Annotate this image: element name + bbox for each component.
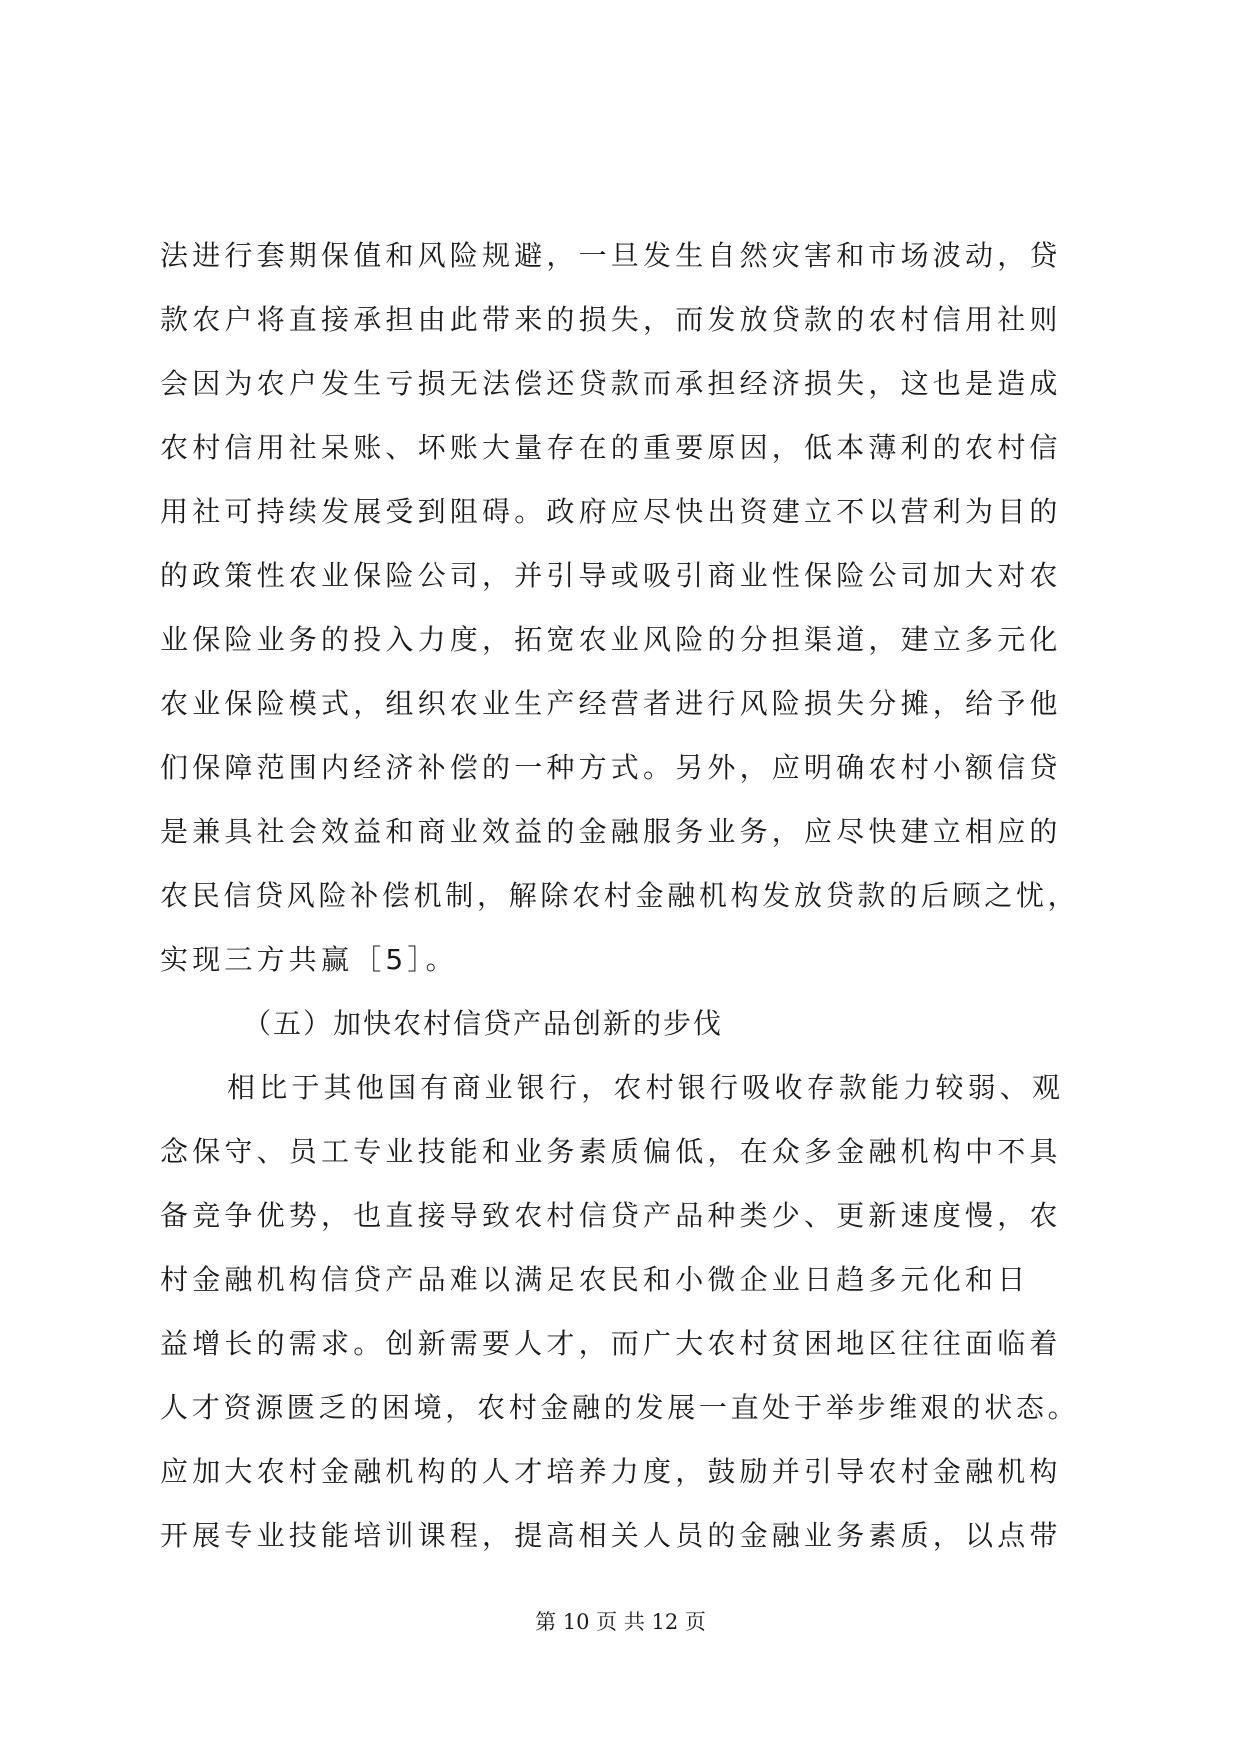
text-line: 是兼具社会效益和商业效益的金融服务业务，应尽快建立相应的 [160,815,1062,848]
text-line: 人才资源匮乏的困境，农村金融的发展一直处于举步维艰的状态。 [160,1391,1080,1424]
text-line: 实现三方共赢［5］。 [160,943,458,976]
section-heading: （五）加快农村信贷产品创新的步伐 [243,1007,724,1040]
text-line: 款农户将直接承担由此带来的损失，而发放贷款的农村信用社则 [160,303,1062,336]
text-line: 备竞争优势，也直接导致农村信贷产品种类少、更新速度慢，农 [160,1199,1062,1232]
text-line: 农业保险模式，组织农业生产经营者进行风险损失分摊，给予他 [160,687,1062,720]
text-line: 开展专业技能培训课程，提高相关人员的金融业务素质，以点带 [160,1519,1062,1552]
text-line: 法进行套期保值和风险规避，一旦发生自然灾害和市场波动，贷 [160,239,1062,272]
text-line: 们保障范围内经济补偿的一种方式。另外，应明确农村小额信贷 [160,751,1062,784]
text-line: 会因为农户发生亏损无法偿还贷款而承担经济损失，这也是造成 [160,367,1062,400]
page-footer: 第 10 页 共 12 页 [535,1610,706,1634]
text-line: 念保守、员工专业技能和业务素质偏低，在众多金融机构中不具 [160,1135,1062,1168]
text-line: 相比于其他国有商业银行，农村银行吸收存款能力较弱、观 [227,1071,1065,1104]
text-line: 的政策性农业保险公司，并引导或吸引商业性保险公司加大对农 [160,559,1062,592]
text-line: 益增长的需求。创新需要人才，而广大农村贫困地区往往面临着 [160,1327,1062,1360]
text-line: 用社可持续发展受到阻碍。政府应尽快出资建立不以营利为目的 [160,495,1062,528]
body-text [160,224,1080,1568]
text-line: 业保险业务的投入力度，拓宽农业风险的分担渠道，建立多元化 [160,623,1062,656]
text-line: 村金融机构信贷产品难以满足农民和小微企业日趋多元化和日 [160,1263,1030,1296]
text-line: 农民信贷风险补偿机制，解除农村金融机构发放贷款的后顾之忧， [160,879,1080,912]
text-line: 应加大农村金融机构的人才培养力度，鼓励并引导农村金融机构 [160,1455,1062,1488]
text-line: 农村信用社呆账、坏账大量存在的重要原因，低本薄利的农村信 [160,431,1062,464]
